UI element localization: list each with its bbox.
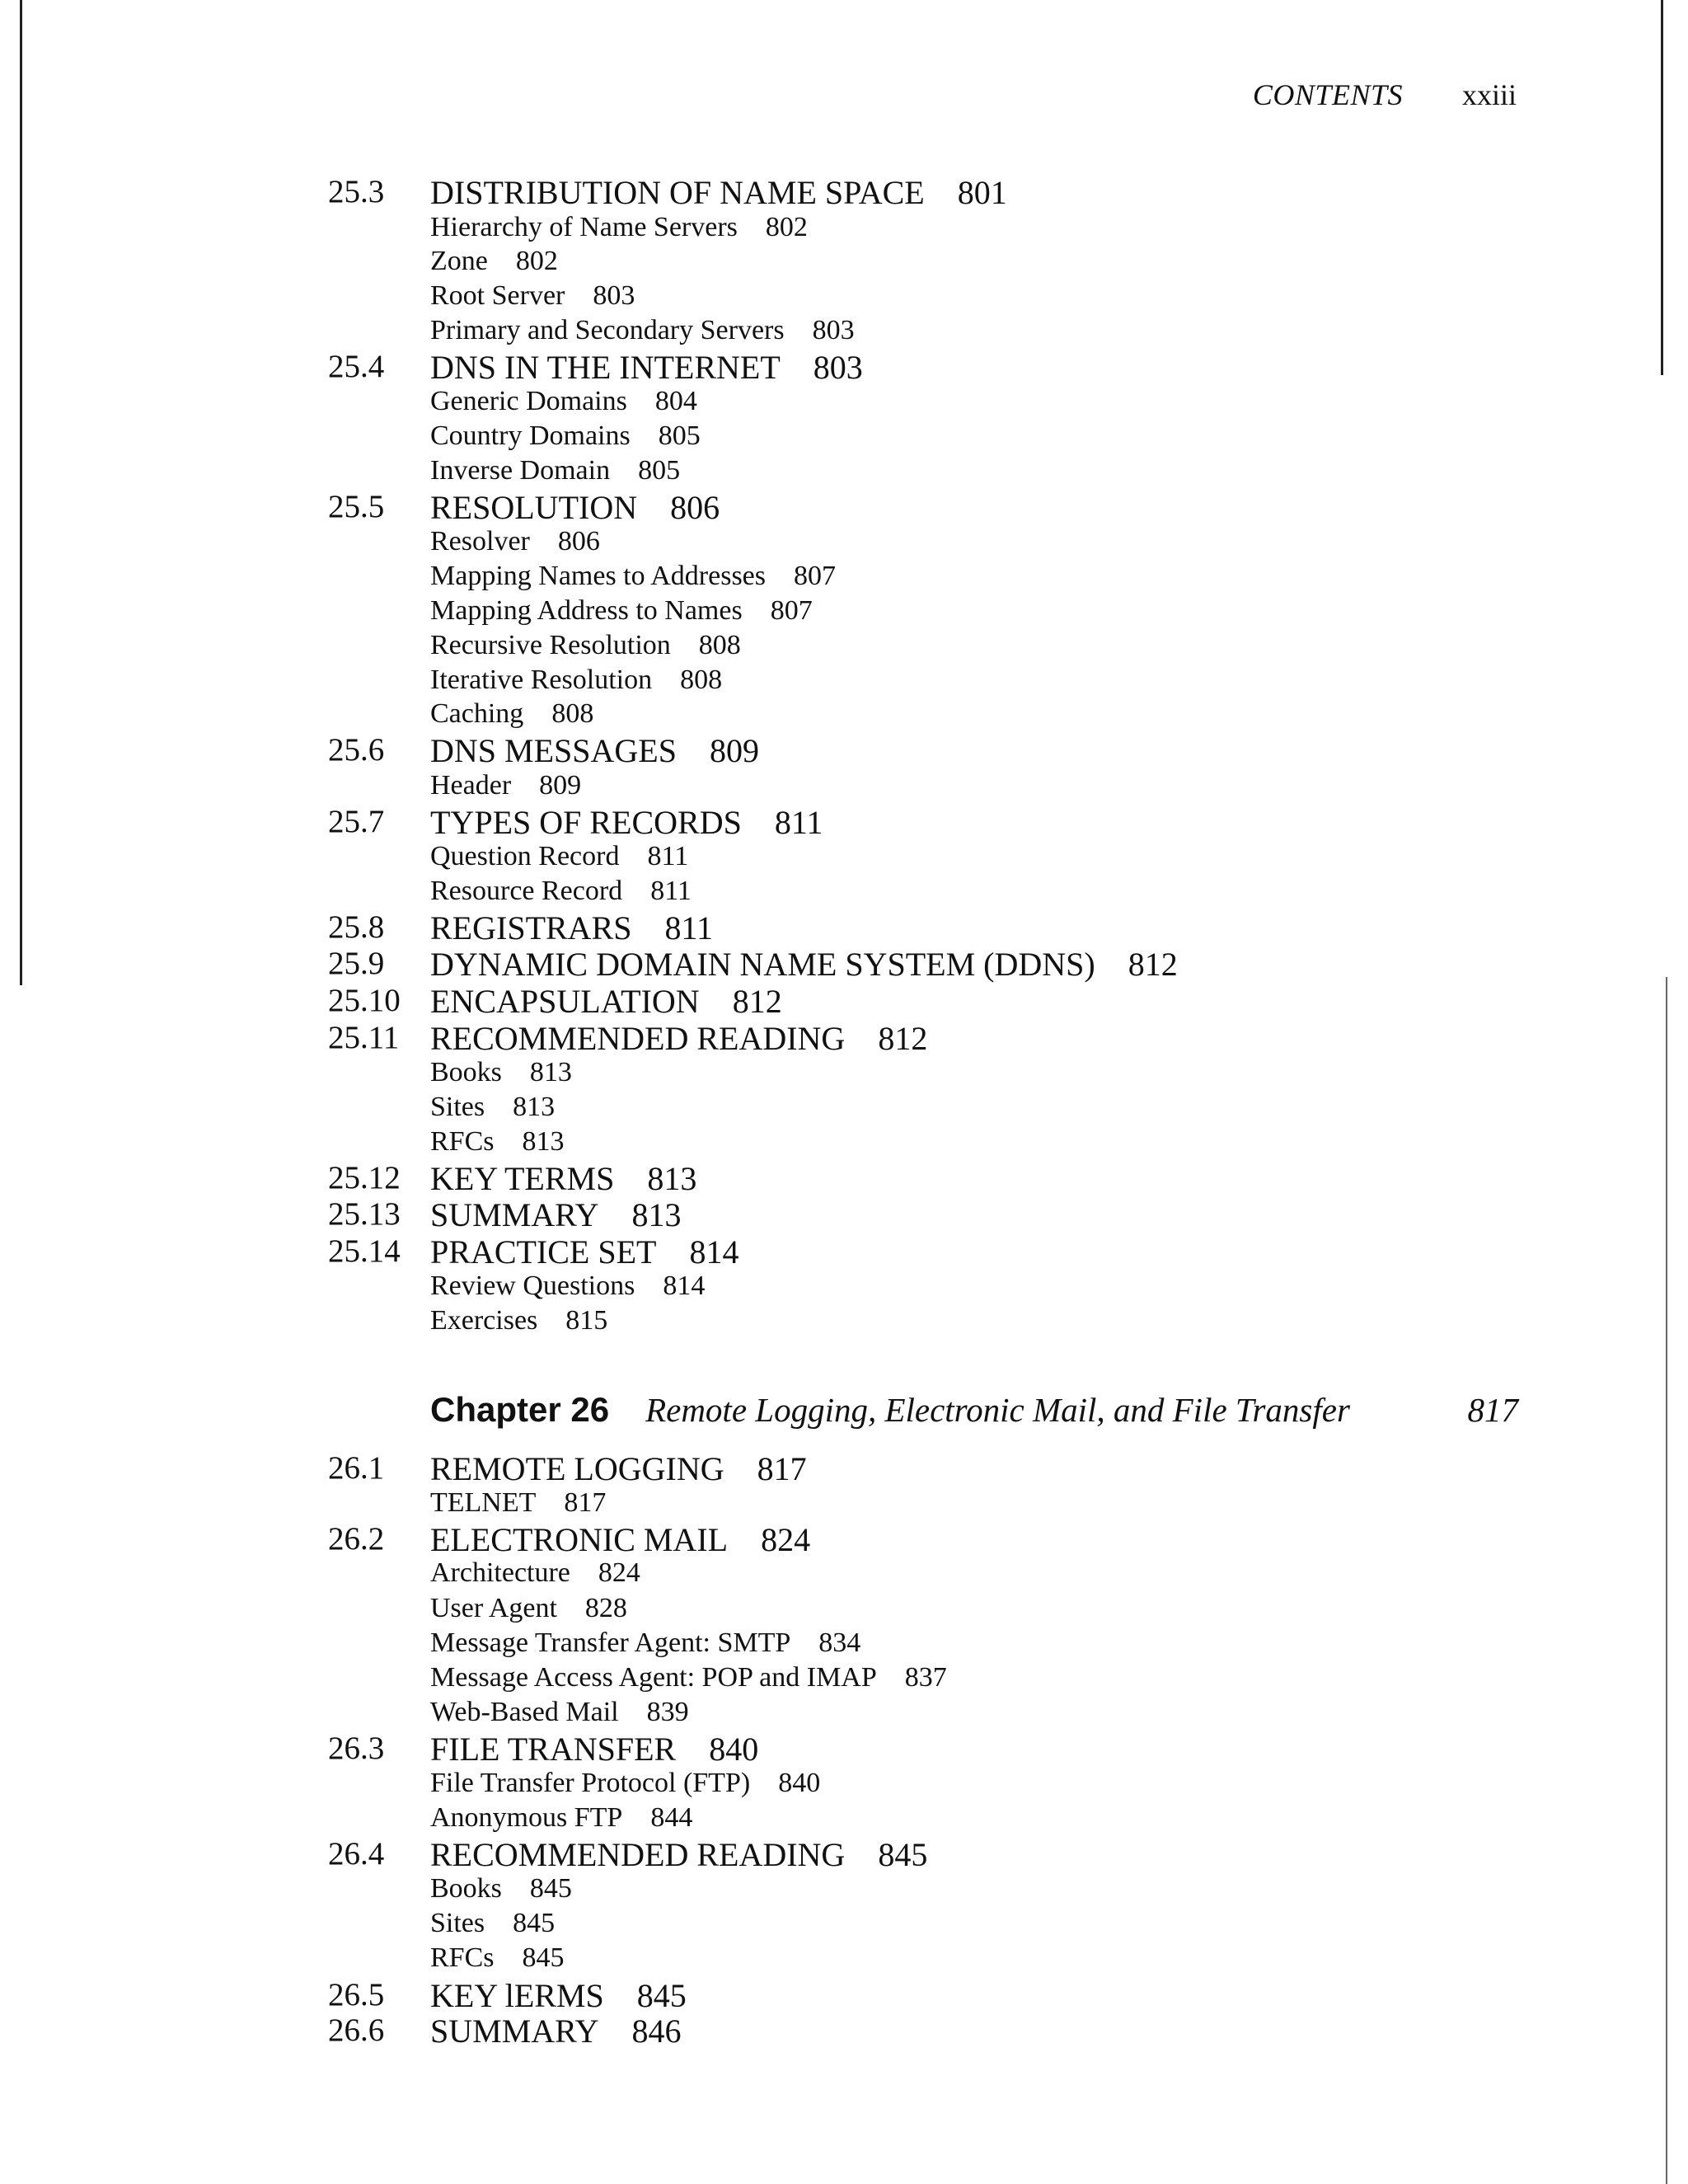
section-title-line (430, 803, 823, 842)
subsection-page-number: 839 (646, 1697, 689, 1728)
section-number: 26.3 (328, 1731, 385, 1767)
subsection-title: Message Access Agent: POP and IMAP (430, 1662, 877, 1693)
section-title: KEY TERMS (430, 1159, 615, 1197)
section-title: DNS MESSAGES (430, 732, 677, 770)
subsection-title: Mapping Names to Addresses (430, 561, 767, 592)
section-title-line (430, 1019, 927, 1058)
section-number: 25.12 (328, 1159, 401, 1195)
section-number: 25.10 (328, 983, 401, 1018)
toc-subsection-entry[interactable] (430, 876, 692, 907)
subsection-page-number: 805 (658, 420, 701, 452)
toc-subsection-entry[interactable] (430, 1873, 572, 1905)
toc-subsection-entry[interactable] (430, 1908, 555, 1939)
section-title-line (430, 731, 759, 770)
subsection-page-number: 814 (663, 1270, 706, 1302)
subsection-page-number: 808 (551, 698, 594, 730)
subsection-page-number: 844 (650, 1802, 693, 1834)
subsection-title: Mapping Address to Names (430, 595, 743, 626)
section-page-number: 845 (878, 1836, 928, 1874)
chapter-heading[interactable] (430, 1390, 1518, 1430)
section-number: 25.13 (328, 1196, 401, 1233)
subsection-page-number: 813 (522, 1125, 565, 1157)
section-title: PRACTICE SET (430, 1233, 657, 1270)
subsection-page-number: 845 (529, 1873, 572, 1904)
section-title: TYPES OF RECORDS (430, 803, 742, 841)
section-title-line (430, 1976, 687, 2015)
subsection-page-number: 807 (794, 561, 837, 592)
subsection-title: File Transfer Protocol (FTP) (430, 1768, 751, 1798)
toc-subsection-entry[interactable] (430, 526, 600, 557)
section-title-line (430, 1835, 927, 1874)
subsection-title: RFCs (430, 1125, 495, 1157)
section-title-line (430, 945, 1178, 984)
subsection-page-number: 837 (904, 1662, 947, 1693)
section-title-line (430, 2012, 682, 2050)
running-head-title: CONTENTS (1252, 78, 1403, 111)
subsection-page-number: 828 (584, 1592, 627, 1623)
subsection-page-number: 808 (680, 664, 723, 695)
section-number: 26.1 (328, 1450, 385, 1486)
section-title: SUMMARY (430, 1196, 599, 1234)
section-page-number: 813 (647, 1159, 697, 1197)
running-head-page-number: xxiii (1461, 78, 1517, 111)
subsection-page-number: 811 (650, 876, 692, 906)
section-title: ELECTRONIC MAIL (430, 1520, 729, 1558)
toc-subsection-entry[interactable] (430, 280, 635, 312)
toc-subsection-entry[interactable] (430, 770, 581, 801)
section-page-number: 806 (670, 488, 720, 526)
section-title: REMOTE LOGGING (430, 1450, 724, 1487)
toc-subsection-entry[interactable] (430, 1270, 705, 1302)
section-page-number: 812 (878, 1019, 928, 1057)
section-title-line (430, 348, 863, 387)
section-title-line (430, 1233, 738, 1271)
section-title: ENCAPSULATION (430, 983, 700, 1020)
subsection-title: Hierarchy of Name Servers (430, 211, 738, 242)
toc-subsection-entry[interactable] (430, 595, 813, 627)
subsection-title: Architecture (430, 1557, 570, 1589)
section-page-number: 845 (636, 1976, 687, 2014)
section-number: 25.8 (328, 909, 385, 945)
chapter-label: Chapter 26 (430, 1390, 610, 1429)
subsection-page-number: 815 (565, 1305, 608, 1336)
subsection-page-number: 817 (564, 1487, 607, 1518)
section-number: 25.14 (328, 1233, 401, 1269)
subsection-page-number: 809 (539, 769, 582, 801)
section-page-number: 801 (957, 174, 1007, 211)
subsection-title: Message Transfer Agent: SMTP (430, 1627, 791, 1658)
subsection-title: Web-Based Mail (430, 1697, 619, 1728)
subsection-page-number: 802 (515, 246, 558, 277)
section-title: SUMMARY (430, 2013, 599, 2050)
toc-subsection-entry[interactable] (430, 630, 741, 661)
subsection-title: Review Questions (430, 1270, 635, 1302)
section-title: FILE TRANSFER (430, 1731, 677, 1768)
section-title-line (430, 1159, 696, 1198)
section-page-number: 811 (664, 909, 714, 946)
subsection-title: Resolver (430, 526, 530, 557)
section-number: 25.9 (328, 946, 385, 982)
section-title-line (430, 1520, 810, 1559)
toc-subsection-entry[interactable] (430, 698, 593, 730)
subsection-title: User Agent (430, 1592, 557, 1623)
subsection-page-number: 802 (765, 211, 808, 242)
subsection-title: Exercises (430, 1305, 538, 1336)
section-page-number: 846 (631, 2013, 682, 2050)
toc-subsection-entry[interactable] (430, 665, 722, 696)
section-number: 25.5 (328, 488, 385, 524)
subsection-page-number: 813 (513, 1092, 556, 1122)
toc-subsection-entry[interactable] (430, 246, 558, 277)
subsection-title: Zone (430, 246, 488, 277)
section-number: 26.5 (328, 1976, 385, 2013)
section-page-number: 814 (689, 1233, 739, 1270)
page-edge-right-bottom (1666, 977, 1667, 2184)
toc-subsection-entry[interactable] (430, 386, 697, 417)
section-number: 25.11 (328, 1019, 400, 1055)
section-title: RECOMMENDED READING (430, 1019, 846, 1057)
toc-subsection-entry[interactable] (430, 420, 701, 452)
toc-subsection-entry[interactable] (430, 1057, 572, 1088)
subsection-page-number: 803 (593, 280, 635, 312)
toc-subsection-entry[interactable] (430, 1768, 820, 1799)
subsection-title: Anonymous FTP (430, 1802, 623, 1834)
subsection-page-number: 806 (557, 526, 600, 557)
section-title-line (430, 1730, 758, 1768)
toc-subsection-entry[interactable] (430, 1126, 565, 1158)
subsection-page-number: 808 (698, 629, 741, 660)
section-title: KEY lERMS (430, 1976, 604, 2014)
section-title: DISTRIBUTION OF NAME SPACE (430, 174, 925, 211)
toc-subsection-entry[interactable] (430, 212, 808, 243)
toc-subsection-entry[interactable] (430, 1593, 627, 1624)
subsection-page-number: 845 (522, 1942, 565, 1974)
section-title: RESOLUTION (430, 488, 638, 526)
section-title-line (430, 1195, 682, 1234)
running-head (1137, 77, 1517, 112)
section-title-line (430, 982, 782, 1021)
toc-subsection-entry[interactable] (430, 1092, 555, 1123)
toc-subsection-entry[interactable] (430, 561, 836, 592)
toc-subsection-entry[interactable] (430, 1942, 565, 1974)
subsection-page-number: 840 (778, 1768, 821, 1798)
section-number: 26.4 (328, 1836, 385, 1872)
section-page-number: 811 (774, 803, 823, 841)
section-page-number: 809 (709, 732, 759, 770)
subsection-page-number: 824 (598, 1557, 640, 1589)
subsection-page-number: 804 (654, 386, 697, 417)
section-page-number: 812 (1128, 946, 1178, 984)
section-title: REGISTRARS (430, 909, 632, 946)
section-title: DYNAMIC DOMAIN NAME SYSTEM (DDNS) (430, 946, 1095, 984)
page-edge-right-top (1661, 0, 1663, 375)
subsection-title: Sites (430, 1908, 485, 1939)
section-title: RECOMMENDED READING (430, 1836, 846, 1874)
section-number: 25.7 (328, 803, 385, 839)
subsection-page-number: 805 (638, 455, 681, 486)
subsection-title: RFCs (430, 1942, 495, 1974)
chapter-page-number: 817 (1467, 1391, 1518, 1429)
subsection-page-number: 845 (513, 1908, 556, 1939)
subsection-title: Generic Domains (430, 386, 627, 417)
section-title-line (430, 488, 720, 527)
subsection-title: Question Record (430, 841, 620, 872)
subsection-title: Root Server (430, 280, 565, 312)
subsection-title: Caching (430, 698, 524, 730)
section-page-number: 840 (709, 1731, 759, 1768)
subsection-title: Recursive Resolution (430, 629, 671, 660)
subsection-page-number: 807 (770, 595, 813, 626)
section-page-number: 803 (813, 348, 863, 386)
page-edge-left (20, 0, 22, 985)
section-page-number: 813 (631, 1196, 682, 1234)
section-number: 25.4 (328, 348, 385, 384)
toc-subsection-entry[interactable] (430, 841, 688, 872)
section-number: 25.3 (328, 174, 385, 209)
subsection-title: Country Domains (430, 420, 631, 452)
toc-subsection-entry[interactable] (430, 1557, 640, 1589)
chapter-title: Remote Logging, Electronic Mail, and File Transfer (645, 1391, 1350, 1429)
subsection-page-number: 834 (818, 1627, 861, 1658)
subsection-title: Books (430, 1873, 502, 1904)
toc-subsection-entry[interactable] (430, 1697, 689, 1728)
section-page-number: 812 (732, 983, 782, 1020)
section-title-line (430, 909, 713, 947)
section-number: 25.6 (328, 732, 385, 768)
section-title-line (430, 1449, 807, 1488)
section-page-number: 817 (757, 1450, 807, 1487)
toc-subsection-entry[interactable] (430, 1662, 947, 1693)
toc-subsection-entry[interactable] (430, 1487, 606, 1519)
toc-subsection-entry[interactable] (430, 1305, 607, 1336)
section-number: 26.6 (328, 2013, 385, 2049)
subsection-title: Resource Record (430, 876, 623, 906)
subsection-title: Books (430, 1057, 502, 1088)
section-number: 26.2 (328, 1520, 385, 1557)
toc-subsection-entry[interactable] (430, 1627, 860, 1659)
section-title: DNS IN THE INTERNET (430, 348, 781, 386)
toc-subsection-entry[interactable] (430, 455, 680, 486)
subsection-page-number: 803 (812, 315, 855, 345)
subsection-title: Sites (430, 1092, 485, 1122)
subsection-title: TELNET (430, 1487, 537, 1518)
section-page-number: 824 (761, 1520, 811, 1558)
subsection-title: Header (430, 769, 512, 801)
toc-subsection-entry[interactable] (430, 315, 855, 346)
section-title-line (430, 173, 1007, 212)
toc-subsection-entry[interactable] (430, 1802, 692, 1834)
subsection-page-number: 811 (647, 841, 689, 872)
subsection-title: Inverse Domain (430, 455, 611, 486)
subsection-title: Primary and Secondary Servers (430, 315, 785, 345)
subsection-title: Iterative Resolution (430, 664, 653, 695)
subsection-page-number: 813 (529, 1057, 572, 1088)
